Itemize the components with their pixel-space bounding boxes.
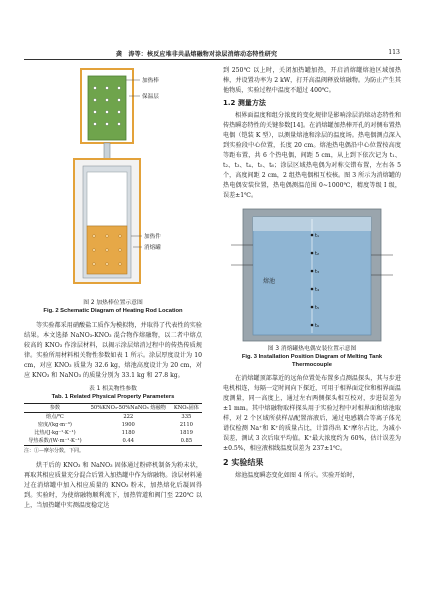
right-column bbox=[223, 66, 401, 482]
tc-label: t₄ bbox=[315, 287, 320, 293]
tc-label: t₅ bbox=[315, 305, 320, 311]
label-heating-rod: 加热棒 bbox=[142, 78, 159, 84]
label-furnace: 消熔罐 bbox=[144, 245, 161, 251]
paragraph: 熔池温度瞬态变化如图 4 所示。实验开始时， bbox=[235, 472, 359, 479]
figure-3-caption-en: Fig. 3 Installation Position Diagram of Melting Tank Thermocouple bbox=[241, 354, 383, 368]
thermocouple-diagram bbox=[223, 205, 401, 345]
pool-label: 熔池 bbox=[263, 278, 276, 285]
table-1-title-en: Tab. 1 Related Physical Property Parameters bbox=[51, 394, 175, 400]
left-column bbox=[24, 66, 202, 512]
paragraph: 在消熔罐顶部靠近的远角位置处布置多点测温探头，其与步进电机相连，每隔一定时间向下探近，可用于相界面定位和相界面温度测量，同一高度上，通过左右两侧探头相互校对，步进误差为±1 mm。其中熔融物取样探头用于实验过程中对相界面和熔池取样，对 2 个区域所获样品配置溶液后，通过电感耦合等离子体光谱仪检测 Na⁺和 K⁺的质量占比，计算得出 K⁺摩尔占比，为减小误差，测试 3 次后取平均值。K⁺最大浓度约为 60%，估计误差为±0.5%，相应液相线温度误差为 237±1℃。 bbox=[223, 375, 401, 452]
paragraph: 相界面温度和组分浓度的变化规律是影响涂层消熔动态特性和传热瞬态特性的关键参数[14]。在消熔罐加热棒开孔的对侧布置热电偶（铠装 K 型），以测量熔池和涂层的温度场。热电偶测点深入到实验段中心位置，长度 20 cm。熔池热电偶沿中心位置按高度等距布置，共 6 个热电偶，间距 5 cm，从上到下依次记为 t₁、t₂、t₃、t₄、t₅、t₆；涂层区域热电偶为对称交错布置，左右各 5 个，高度间距 2 cm，2 组热电偶相互校核。图 3 所示为消熔罐的热电偶安装位置，热电偶测温范围 0~1000℃，精度等级 Ⅰ 级，误差±1℃。 bbox=[223, 112, 401, 199]
tc-label: t₃ bbox=[315, 269, 320, 275]
properties-table bbox=[24, 403, 202, 446]
paragraph: 等实验都采用硝酸盐工质作为模拟物，并取得了代表性的实验结果。本文选择 NaNO₃-KNO₃ 混合物作熔融物，以二者中熔点较高的 KNO₃ 作涂层材料，以揭示涂层熔消过程中的传热传质规律。实验所用材料相关物性参数如表 1 所示。涂层厚度设计为 10 cm，对应 KNO₃ 质量为 32.6 kg，熔池高度设计为 20 cm，对应 KNO₃ 和 NaNO₃ 的质量分别为 33.1 kg 和 27.8 kg。 bbox=[24, 322, 202, 379]
section-heading: 2 实验结果 bbox=[223, 458, 264, 467]
tc-label: t₆ bbox=[315, 323, 320, 329]
running-header bbox=[24, 48, 402, 60]
table-row: 密度/(kg·m⁻³) 1900 2110 bbox=[37, 422, 193, 428]
table-header: KNO₃固体 bbox=[171, 404, 202, 413]
figure-3-caption-zh: 图 3 消熔罐热电偶安装位置示意图 bbox=[267, 346, 357, 352]
label-insulation: 保温层 bbox=[142, 94, 159, 100]
table-1-title-zh: 表 1 相关物性参数 bbox=[89, 386, 137, 392]
table-row: 比热/(J·kg⁻¹·K⁻¹) 1180 1819 bbox=[34, 430, 193, 436]
table-row: 熔点/℃ 222 335 bbox=[45, 414, 192, 420]
figure-3 bbox=[223, 205, 401, 345]
tc-label: t₂ bbox=[315, 251, 320, 257]
table-row: 导热系数/(W·m⁻¹·K⁻¹) 0.44 0.85 bbox=[24, 437, 202, 446]
label-heater: 加热件 bbox=[144, 234, 161, 240]
figure-2-caption-zh: 图 2 加热棒位置示意图 bbox=[83, 300, 143, 306]
running-title: 龚 涛等：核反应堆非共晶熔融物对涂层消熔动态特性研究 bbox=[116, 51, 278, 58]
tc-label: t₁ bbox=[315, 233, 320, 239]
section-heading: 1.2 测量方法 bbox=[223, 99, 266, 107]
table-header: 50%KNO₃-50%NaNO₃ 熔融物 bbox=[86, 404, 171, 413]
paragraph: 烘干后的 KNO₃ 和 NaNO₃ 固体通过粉碎机制备为粉末状，再取其相应质量充分混合后置入加热罐中作为熔融物。涂层材料通过在消熔罐中加入相应质量的 KNO₃ 粉末，加热熔化后凝固得到。实验时，为使熔融物顺利流下，加热管道和阀门至 220℃ 以上，当加热罐中实测温度稳定达 bbox=[24, 462, 202, 509]
figure-2-caption-en: Fig. 2 Schematic Diagram of Heating Rod Location bbox=[43, 308, 183, 314]
paragraph: 到 250℃ 以上时，关闭加热罐加热，开启消熔罐熔池区域加热棒，并设置功率为 2 kW，打开高温阀释放熔融物。为防止产生其他物质，实验过程中温度不超过 400℃。 bbox=[223, 67, 401, 94]
heating-rod-diagram bbox=[24, 66, 202, 299]
page-number: 113 bbox=[388, 49, 400, 56]
table-header: 参数 bbox=[24, 404, 86, 413]
figure-2 bbox=[24, 66, 202, 299]
table-note: 注：①—摩尔分数，下同。 bbox=[24, 448, 85, 454]
